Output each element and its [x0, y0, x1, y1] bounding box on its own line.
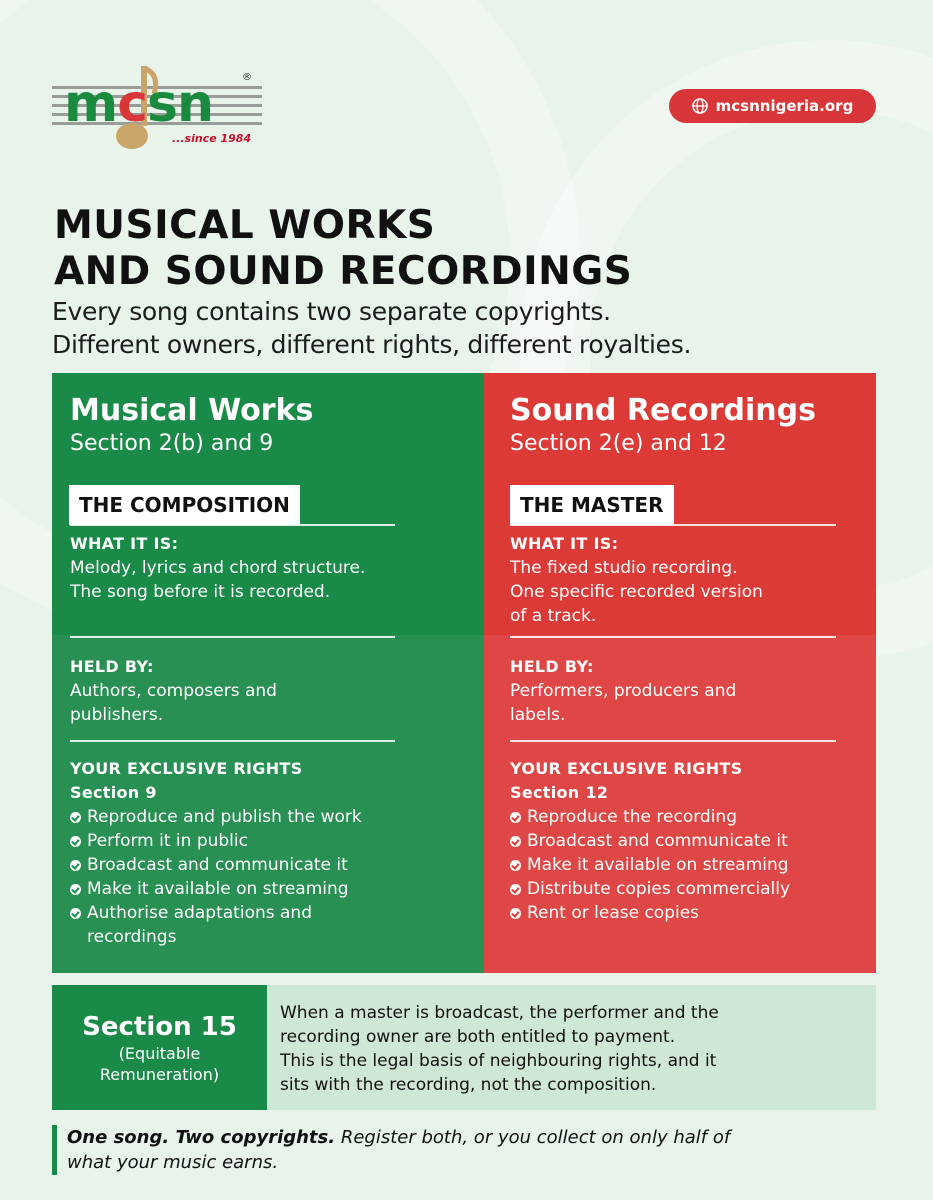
- page-title: MUSICAL WORKS AND SOUND RECORDINGS: [54, 203, 633, 294]
- list-item: Distribute copies commercially: [510, 877, 870, 901]
- check-icon: [510, 884, 521, 895]
- section-15-title: Section 15: [82, 1011, 237, 1042]
- list-item: Reproduce the recording: [510, 805, 870, 829]
- check-icon: [70, 860, 81, 871]
- logo-letters: mcsn: [64, 74, 213, 134]
- check-icon: [510, 812, 521, 823]
- divider: [70, 636, 395, 638]
- section-15-sub: Remuneration): [99, 1064, 220, 1084]
- sound-recordings-title: Sound Recordings: [510, 393, 816, 428]
- registered-mark: ®: [242, 72, 252, 83]
- footer-rest: Register both, or you collect on only half of: [335, 1127, 731, 1148]
- held-by-block: HELD BY: Authors, composers and publishers.: [70, 657, 277, 725]
- list-item: Make it available on streaming: [70, 877, 470, 901]
- what-it-is-block: WHAT IT IS: Melody, lyrics and chord structure. The song before it is recorded.: [70, 534, 366, 602]
- list-item: Reproduce and publish the work: [70, 805, 470, 829]
- exclusive-rights-block: YOUR EXCLUSIVE RIGHTS Section 12 Reproduce the recording Broadcast and communicate it Make it available on streaming Distribute copies commercially Rent or lease copies: [510, 757, 870, 925]
- check-icon: [510, 836, 521, 847]
- master-tag: THE MASTER: [510, 485, 674, 525]
- website-link[interactable]: [669, 89, 876, 123]
- footer-bold: One song. Two copyrights.: [67, 1127, 336, 1148]
- globe-icon: [692, 98, 708, 114]
- check-icon: [70, 908, 81, 919]
- musical-works-section: Section 2(b) and 9: [70, 431, 274, 456]
- check-icon: [510, 860, 521, 871]
- website-text: mcsnnigeria.org: [715, 97, 854, 115]
- check-icon: [510, 908, 521, 919]
- divider: [510, 740, 836, 742]
- what-it-is-block: WHAT IT IS: The fixed studio recording. One specific recorded version of a track.: [510, 534, 763, 626]
- divider: [510, 524, 836, 526]
- exclusive-rights-block: YOUR EXCLUSIVE RIGHTS Section 9 Reproduce and publish the work Perform it in public Broadcast and communicate it Make it available on streaming Authorise adaptations and recordings: [70, 757, 470, 949]
- held-by-block: HELD BY: Performers, producers and labels.: [510, 657, 737, 725]
- section-15-label-box: [52, 985, 267, 1110]
- divider: [510, 636, 836, 638]
- page-subtitle: Every song contains two separate copyrights. Different owners, different rights, different royalties.: [52, 297, 692, 359]
- check-icon: [70, 812, 81, 823]
- check-icon: [70, 884, 81, 895]
- divider: [70, 740, 395, 742]
- sound-recordings-panel: [484, 373, 876, 973]
- divider: [70, 524, 395, 526]
- check-icon: [70, 836, 81, 847]
- composition-tag: THE COMPOSITION: [69, 485, 300, 525]
- list-item: Authorise adaptations and recordings: [70, 901, 370, 949]
- musical-works-title: Musical Works: [70, 393, 314, 428]
- section-15-callout: [52, 985, 876, 1110]
- section-15-sub: (Equitable: [118, 1043, 201, 1063]
- logo-since: ...since 1984: [172, 132, 252, 145]
- list-item: Perform it in public: [70, 829, 470, 853]
- rights-list: [70, 805, 470, 949]
- rights-list: [510, 805, 870, 925]
- list-item: Broadcast and communicate it: [510, 829, 870, 853]
- footer-note: [52, 1125, 852, 1175]
- musical-works-panel: [52, 373, 484, 973]
- list-item: Make it available on streaming: [510, 853, 870, 877]
- sound-recordings-section: Section 2(e) and 12: [510, 431, 727, 456]
- mcsn-logo: [52, 58, 267, 158]
- list-item: Broadcast and communicate it: [70, 853, 470, 877]
- section-15-text: When a master is broadcast, the performer and the recording owner are both entitled to payment. This is the legal basis of neighbouring rights, and it sits with the recording, not the composition.: [280, 1003, 719, 1095]
- footer-rest-2: what your music earns.: [67, 1152, 279, 1173]
- list-item: Rent or lease copies: [510, 901, 870, 925]
